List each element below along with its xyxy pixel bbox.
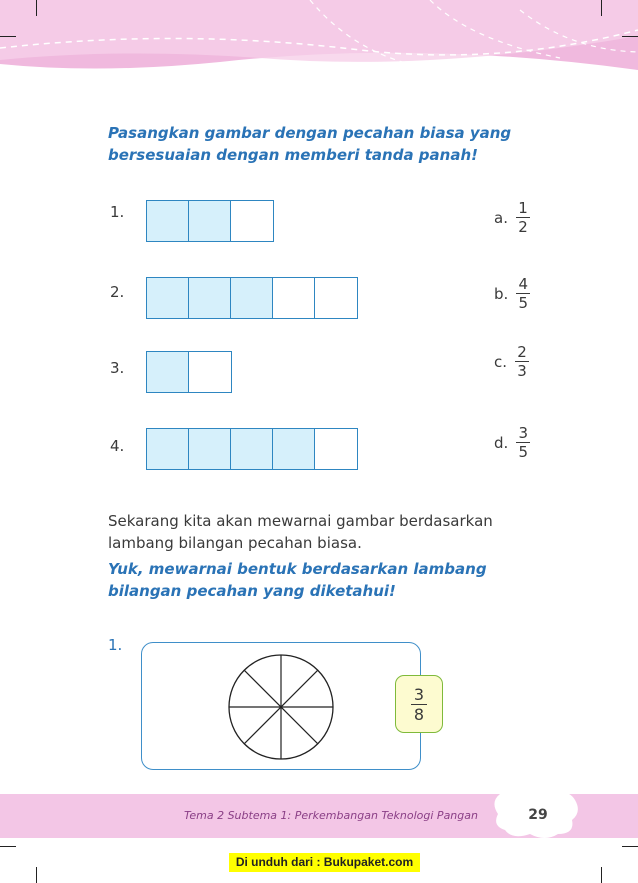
fraction-denominator: 8 bbox=[413, 704, 425, 724]
strip-cell-shaded bbox=[231, 278, 273, 318]
fraction-numerator: 2 bbox=[517, 343, 527, 361]
paragraph bbox=[108, 510, 493, 554]
crop-mark bbox=[601, 0, 602, 16]
strip-cell bbox=[189, 352, 231, 392]
fraction-denominator: 3 bbox=[517, 362, 527, 380]
fraction-denominator: 2 bbox=[518, 218, 528, 236]
crop-mark bbox=[601, 867, 602, 883]
option-a bbox=[494, 200, 530, 235]
paragraph-line: Sekarang kita akan mewarnai gambar berdasarkan bbox=[108, 512, 493, 530]
option-letter: c. bbox=[494, 352, 508, 371]
strip-cell-shaded bbox=[147, 352, 189, 392]
fraction-numerator: 4 bbox=[518, 275, 529, 293]
instruction-line: Yuk, mewarnai bentuk berdasarkan lambang bbox=[108, 560, 487, 578]
crop-mark bbox=[622, 36, 638, 37]
crop-mark bbox=[622, 846, 638, 847]
paragraph-line: lambang bilangan pecahan biasa. bbox=[108, 534, 362, 552]
strip-cell-shaded bbox=[189, 429, 231, 469]
source-banner[interactable]: Di unduh dari : Bukupaket.com bbox=[229, 853, 420, 872]
fraction-numerator: 3 bbox=[518, 424, 529, 442]
strip-cell bbox=[315, 429, 357, 469]
fraction-strip bbox=[146, 277, 358, 319]
fraction bbox=[516, 425, 530, 460]
fraction bbox=[516, 276, 530, 311]
row-number: 1. bbox=[110, 203, 125, 221]
strip-cell-shaded bbox=[273, 429, 315, 469]
instruction-heading-1 bbox=[108, 122, 511, 166]
fraction-denominator: 5 bbox=[518, 294, 529, 312]
option-b bbox=[494, 276, 530, 311]
fraction bbox=[516, 200, 530, 235]
fraction-strip bbox=[146, 428, 358, 470]
fraction-denominator: 5 bbox=[518, 443, 529, 461]
fraction-strip bbox=[146, 200, 274, 242]
crop-mark bbox=[0, 846, 16, 847]
strip-cell-shaded bbox=[147, 278, 189, 318]
option-c bbox=[494, 344, 529, 379]
header-decoration bbox=[0, 0, 638, 100]
row-number: 2. bbox=[110, 283, 125, 301]
option-d bbox=[494, 425, 530, 460]
instruction-line: bilangan pecahan yang diketahui! bbox=[108, 582, 396, 600]
row-number: 3. bbox=[110, 359, 125, 377]
instruction-line: bersesuaian dengan memberi tanda panah! bbox=[108, 146, 478, 164]
strip-cell-shaded bbox=[147, 201, 189, 241]
fraction-circle[interactable] bbox=[226, 652, 336, 762]
strip-cell bbox=[273, 278, 315, 318]
fraction-numerator: 3 bbox=[413, 684, 425, 704]
strip-cell-shaded bbox=[189, 278, 231, 318]
fraction-label-box bbox=[395, 675, 443, 733]
fraction bbox=[515, 344, 529, 379]
option-letter: d. bbox=[494, 433, 509, 452]
option-letter: a. bbox=[494, 208, 508, 227]
footer-title: Tema 2 Subtema 1: Perkembangan Teknologi Pangan bbox=[184, 809, 478, 822]
crop-mark bbox=[0, 36, 16, 37]
exercise-number: 1. bbox=[108, 636, 123, 654]
option-letter: b. bbox=[494, 284, 509, 303]
strip-cell-shaded bbox=[189, 201, 231, 241]
strip-cell bbox=[315, 278, 357, 318]
row-number: 4. bbox=[110, 437, 125, 455]
strip-cell-shaded bbox=[147, 429, 189, 469]
strip-cell-shaded bbox=[231, 429, 273, 469]
crop-mark bbox=[36, 0, 37, 16]
fraction-strip bbox=[146, 351, 232, 393]
page-number: 29 bbox=[528, 807, 548, 823]
instruction-heading-2 bbox=[108, 558, 487, 602]
crop-mark bbox=[36, 867, 37, 883]
strip-cell bbox=[231, 201, 273, 241]
instruction-line: Pasangkan gambar dengan pecahan biasa yang bbox=[108, 124, 512, 142]
fraction-numerator: 1 bbox=[518, 199, 528, 217]
